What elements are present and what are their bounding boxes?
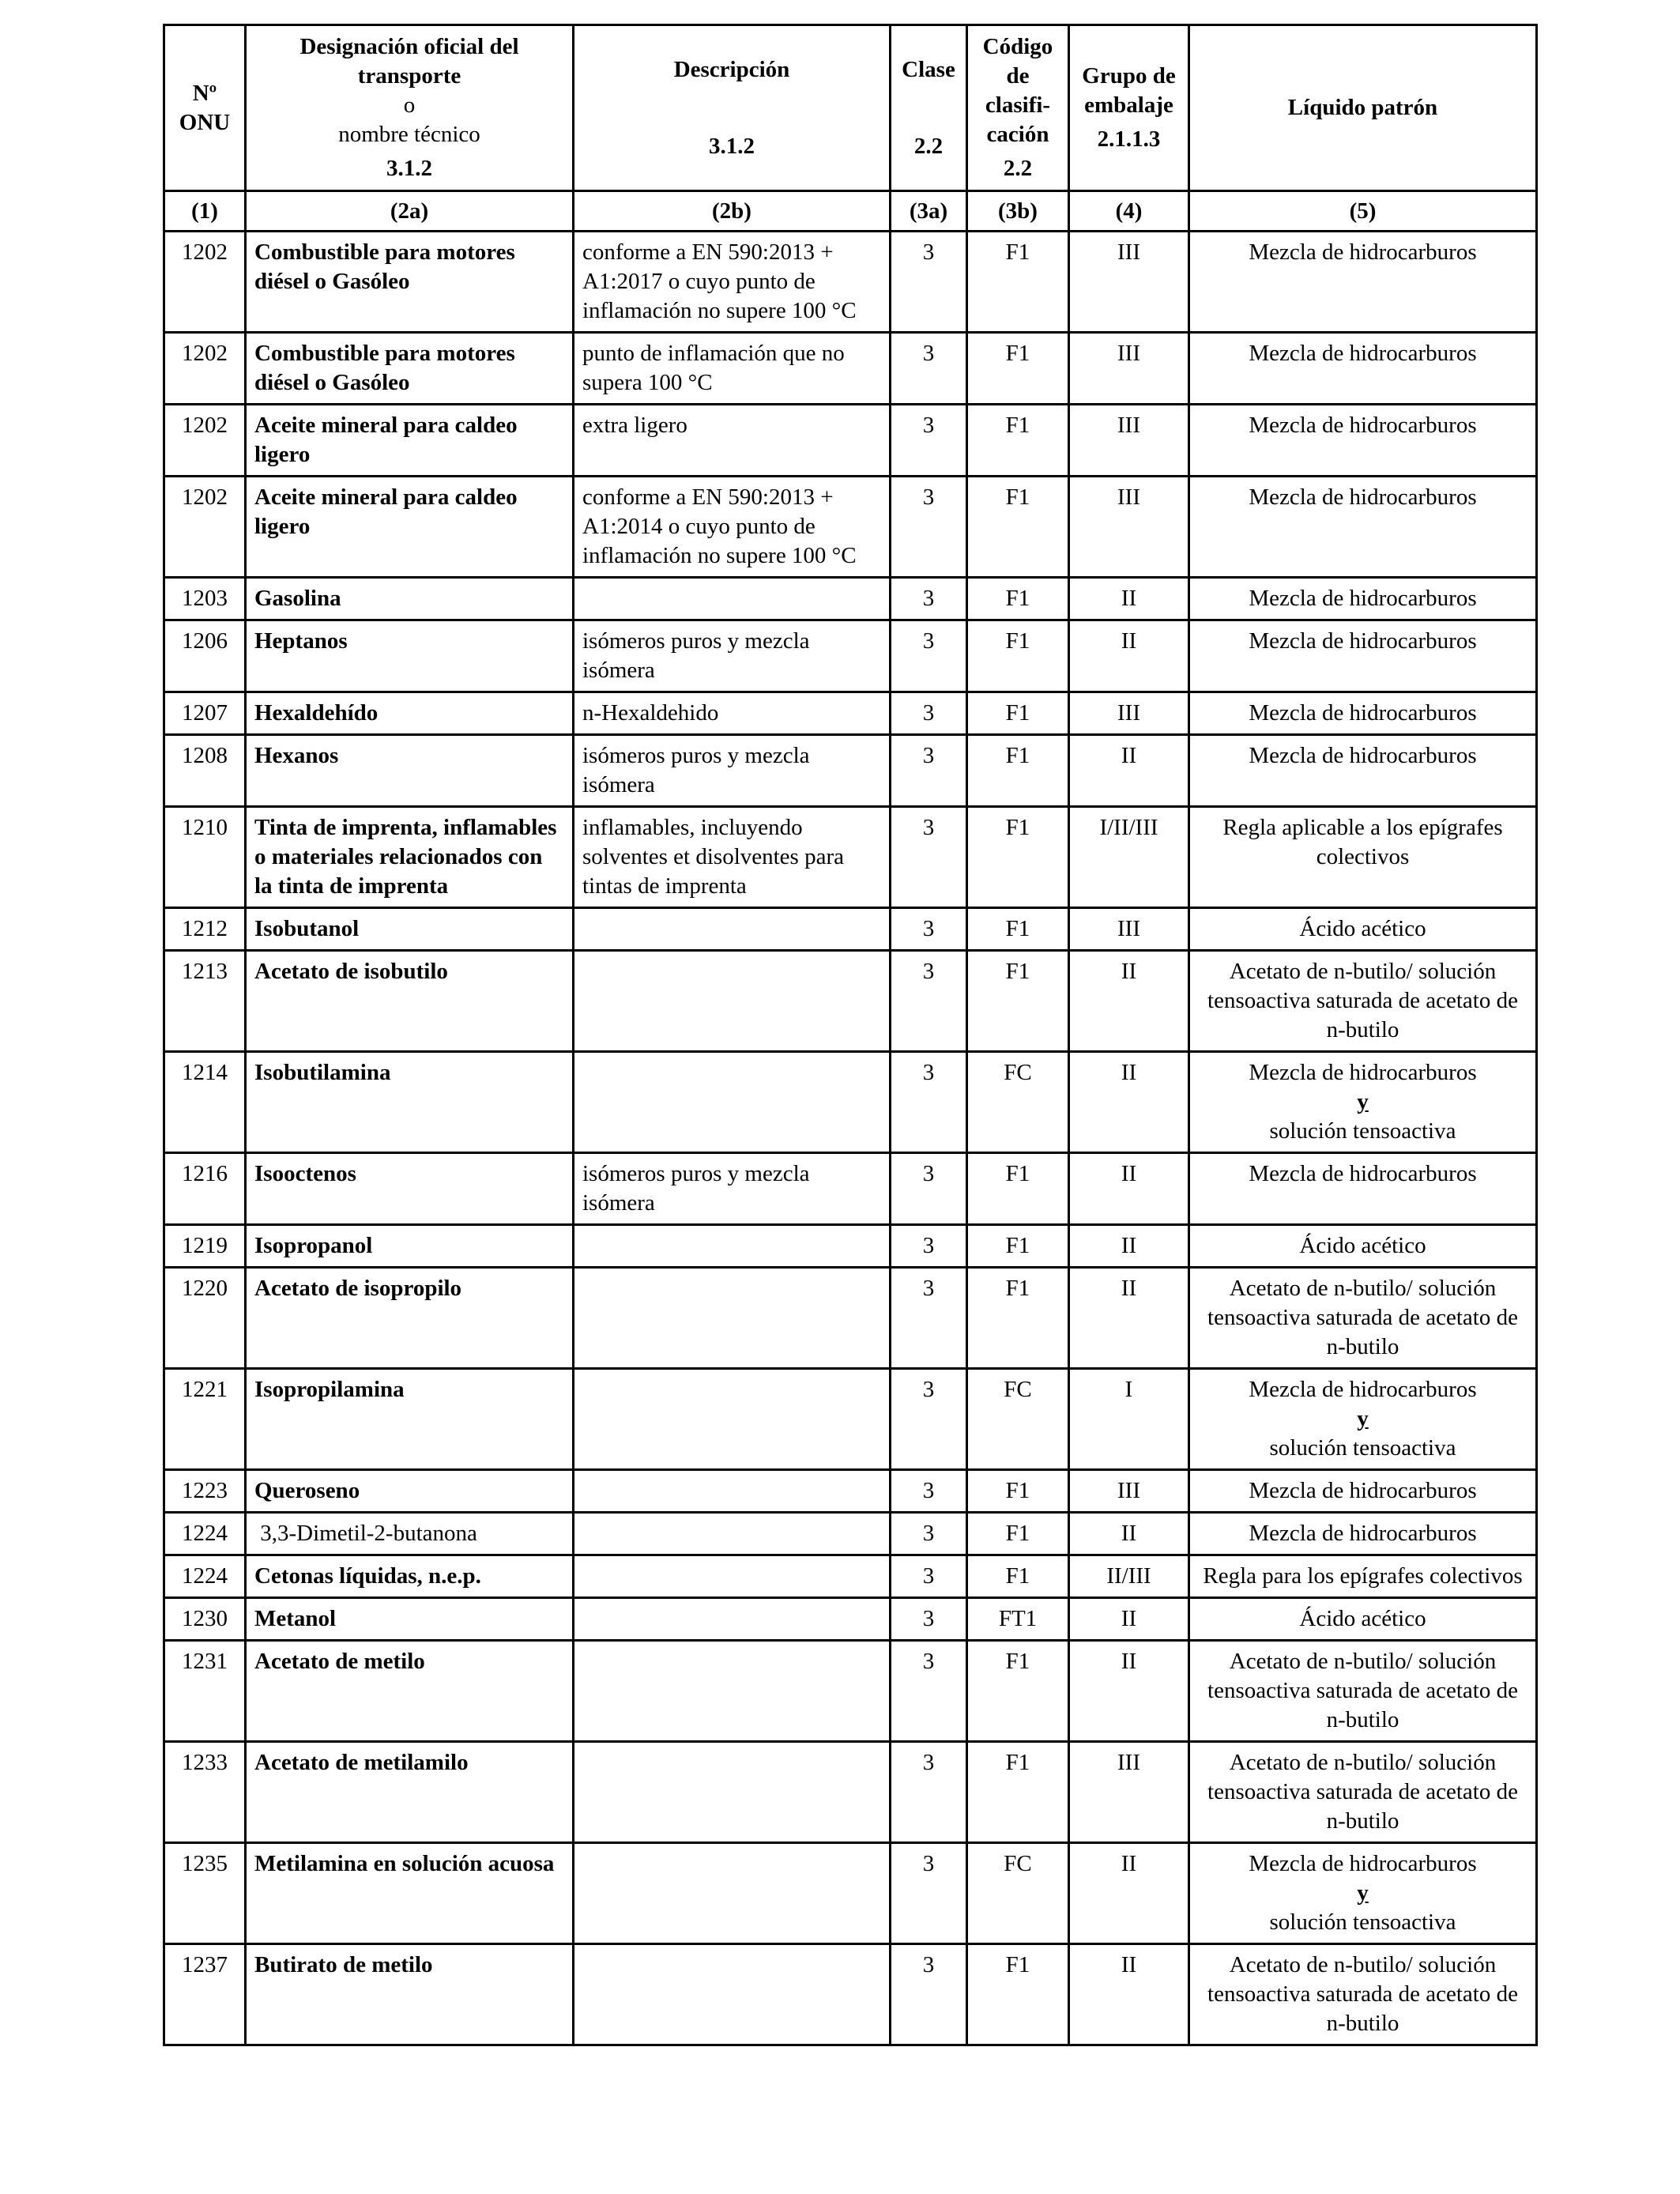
packing-group-cell: II (1069, 1641, 1189, 1742)
onu-cell: 1231 (164, 1641, 246, 1742)
standard-liquid-cell (1189, 1268, 1537, 1369)
colnum-2b: (2b) (574, 191, 891, 232)
header-row (164, 25, 1537, 191)
packing-group-cell: II (1069, 1843, 1189, 1944)
table-row (164, 1225, 1537, 1268)
class-cell: 3 (891, 1470, 967, 1513)
standard-liquid-cell (1189, 908, 1537, 951)
standard-liquid-text-2: solución tensoactiva (1269, 1118, 1456, 1144)
classification-code-cell: FC (967, 1052, 1069, 1153)
table-row (164, 807, 1537, 908)
table-row (164, 1944, 1537, 2045)
standard-liquid-cell (1189, 1470, 1537, 1513)
table-row (164, 232, 1537, 333)
classification-code-cell: F1 (967, 692, 1069, 735)
packing-group-cell: II (1069, 951, 1189, 1052)
packing-group-cell: III (1069, 405, 1189, 477)
standard-liquid-text: Mezcla de hidrocarburos (1249, 1377, 1477, 1402)
class-cell: 3 (891, 1944, 967, 2045)
name-cell: Acetato de isopropilo (246, 1268, 574, 1369)
standard-liquid-text: Acetato de n-butilo/ solución tensoactiva saturada de acetato de n-butilo (1207, 1276, 1518, 1359)
class-cell: 3 (891, 951, 967, 1052)
table-row (164, 735, 1537, 807)
packing-group-cell: II (1069, 1944, 1189, 2045)
packing-group-cell: II (1069, 620, 1189, 692)
packing-group-cell: II (1069, 735, 1189, 807)
onu-cell: 1210 (164, 807, 246, 908)
description-cell: isómeros puros y mezcla isómera (574, 1153, 891, 1225)
standard-liquid-cell (1189, 1052, 1537, 1153)
standard-liquid-conjunction: y (1357, 1880, 1369, 1906)
table-row (164, 1369, 1537, 1470)
onu-cell: 1221 (164, 1369, 246, 1470)
name-cell: Acetato de metilamilo (246, 1742, 574, 1843)
packing-group-cell: II (1069, 1513, 1189, 1555)
packing-group-cell: III (1069, 692, 1189, 735)
standard-liquid-text: Regla para los epígrafes colectivos (1203, 1563, 1523, 1589)
table-row (164, 1153, 1537, 1225)
class-cell: 3 (891, 232, 967, 333)
packing-group-cell: I/II/III (1069, 807, 1189, 908)
class-cell: 3 (891, 807, 967, 908)
packing-group-cell: III (1069, 908, 1189, 951)
standard-liquid-cell (1189, 578, 1537, 620)
name-cell: Acetato de isobutilo (246, 951, 574, 1052)
onu-cell: 1223 (164, 1470, 246, 1513)
description-cell (574, 1843, 891, 1944)
description-cell (574, 1555, 891, 1598)
classification-code-cell: F1 (967, 333, 1069, 405)
class-cell: 3 (891, 620, 967, 692)
table-row (164, 1598, 1537, 1641)
onu-cell: 1206 (164, 620, 246, 692)
description-cell (574, 1052, 891, 1153)
description-cell (574, 1513, 891, 1555)
packing-group-cell: II (1069, 1225, 1189, 1268)
classification-code-cell: F1 (967, 908, 1069, 951)
table-row (164, 1470, 1537, 1513)
description-cell (574, 1369, 891, 1470)
packing-group-cell: III (1069, 333, 1189, 405)
packing-group-cell: III (1069, 1742, 1189, 1843)
name-cell: Isopropilamina (246, 1369, 574, 1470)
table-row (164, 1641, 1537, 1742)
packing-group-cell: III (1069, 1470, 1189, 1513)
description-cell: inflamables, incluyendo solventes et disolventes para tintas de imprenta (574, 807, 891, 908)
standard-liquid-text: Mezcla de hidrocarburos (1249, 1060, 1477, 1085)
header-description: Descripción 3.1.2 (574, 25, 891, 191)
packing-group-cell: II (1069, 578, 1189, 620)
standard-liquid-text: Mezcla de hidrocarburos (1249, 1851, 1477, 1876)
onu-cell: 1220 (164, 1268, 246, 1369)
dangerous-goods-table (163, 24, 1538, 2046)
header-onu: Nº ONU (164, 25, 246, 191)
standard-liquid-text: Mezcla de hidrocarburos (1249, 743, 1477, 768)
packing-group-cell: III (1069, 477, 1189, 578)
standard-liquid-cell (1189, 405, 1537, 477)
name-cell: Heptanos (246, 620, 574, 692)
column-number-row (164, 191, 1537, 232)
class-cell: 3 (891, 1369, 967, 1470)
classification-code-cell: F1 (967, 1470, 1069, 1513)
onu-cell: 1230 (164, 1598, 246, 1641)
table-row (164, 1843, 1537, 1944)
standard-liquid-text: Mezcla de hidrocarburos (1249, 586, 1477, 611)
standard-liquid-text: Mezcla de hidrocarburos (1249, 341, 1477, 366)
standard-liquid-text: Mezcla de hidrocarburos (1249, 239, 1477, 265)
table-row (164, 477, 1537, 578)
classification-code-cell: F1 (967, 1513, 1069, 1555)
packing-group-cell: II/III (1069, 1555, 1189, 1598)
description-cell (574, 1598, 891, 1641)
name-cell: Butirato de metilo (246, 1944, 574, 2045)
onu-cell: 1203 (164, 578, 246, 620)
classification-code-cell: F1 (967, 1555, 1069, 1598)
classification-code-cell: F1 (967, 951, 1069, 1052)
classification-code-cell: F1 (967, 1641, 1069, 1742)
table-row (164, 1555, 1537, 1598)
packing-group-cell: II (1069, 1598, 1189, 1641)
table-row (164, 1513, 1537, 1555)
name-cell: Isobutanol (246, 908, 574, 951)
name-cell: Isopropanol (246, 1225, 574, 1268)
standard-liquid-cell (1189, 1513, 1537, 1555)
colnum-3b: (3b) (967, 191, 1069, 232)
class-cell: 3 (891, 405, 967, 477)
name-cell: Tinta de imprenta, inflamables o materiales relacionados con la tinta de imprenta (246, 807, 574, 908)
classification-code-cell: F1 (967, 578, 1069, 620)
description-cell (574, 1268, 891, 1369)
colnum-5: (5) (1189, 191, 1537, 232)
onu-cell: 1213 (164, 951, 246, 1052)
description-cell: n-Hexaldehido (574, 692, 891, 735)
table-row (164, 620, 1537, 692)
classification-code-cell: F1 (967, 232, 1069, 333)
name-cell: Queroseno (246, 1470, 574, 1513)
table-row (164, 908, 1537, 951)
standard-liquid-text: Acetato de n-butilo/ solución tensoactiva saturada de acetato de n-butilo (1207, 1952, 1518, 2036)
class-cell: 3 (891, 735, 967, 807)
standard-liquid-cell (1189, 1555, 1537, 1598)
standard-liquid-cell (1189, 735, 1537, 807)
name-cell: Aceite mineral para caldeo ligero (246, 477, 574, 578)
standard-liquid-cell (1189, 692, 1537, 735)
standard-liquid-cell (1189, 1153, 1537, 1225)
colnum-1: (1) (164, 191, 246, 232)
table-row (164, 405, 1537, 477)
class-cell: 3 (891, 692, 967, 735)
name-cell: Aceite mineral para caldeo ligero (246, 405, 574, 477)
standard-liquid-text: Ácido acético (1299, 1606, 1426, 1631)
packing-group-cell: II (1069, 1268, 1189, 1369)
class-cell: 3 (891, 1555, 967, 1598)
colnum-4: (4) (1069, 191, 1189, 232)
name-cell: Gasolina (246, 578, 574, 620)
standard-liquid-text: Mezcla de hidrocarburos (1249, 1521, 1477, 1546)
standard-liquid-text: Acetato de n-butilo/ solución tensoactiva saturada de acetato de n-butilo (1207, 1750, 1518, 1834)
standard-liquid-cell (1189, 333, 1537, 405)
classification-code-cell: F1 (967, 620, 1069, 692)
packing-group-cell: I (1069, 1369, 1189, 1470)
onu-cell: 1212 (164, 908, 246, 951)
description-cell: extra ligero (574, 405, 891, 477)
class-cell: 3 (891, 1225, 967, 1268)
standard-liquid-text: Mezcla de hidrocarburos (1249, 1478, 1477, 1503)
classification-code-cell: F1 (967, 1742, 1069, 1843)
class-cell: 3 (891, 477, 967, 578)
standard-liquid-conjunction: y (1357, 1089, 1369, 1114)
classification-code-cell: F1 (967, 735, 1069, 807)
standard-liquid-text: Mezcla de hidrocarburos (1249, 1161, 1477, 1186)
name-cell: 3,3-Dimetil-2-butanona (246, 1513, 574, 1555)
table-row (164, 692, 1537, 735)
onu-cell: 1219 (164, 1225, 246, 1268)
description-cell (574, 1944, 891, 2045)
name-cell: Isobutilamina (246, 1052, 574, 1153)
onu-cell: 1235 (164, 1843, 246, 1944)
standard-liquid-cell (1189, 1742, 1537, 1843)
description-cell (574, 1742, 891, 1843)
standard-liquid-text: Acetato de n-butilo/ solución tensoactiva saturada de acetato de n-butilo (1207, 959, 1518, 1042)
onu-cell: 1224 (164, 1555, 246, 1598)
description-cell (574, 951, 891, 1052)
classification-code-cell: FT1 (967, 1598, 1069, 1641)
classification-code-cell: F1 (967, 1268, 1069, 1369)
standard-liquid-text: Mezcla de hidrocarburos (1249, 700, 1477, 726)
classification-code-cell: F1 (967, 405, 1069, 477)
packing-group-cell: II (1069, 1052, 1189, 1153)
standard-liquid-cell (1189, 1369, 1537, 1470)
description-cell (574, 908, 891, 951)
standard-liquid-cell (1189, 1944, 1537, 2045)
table-row (164, 1268, 1537, 1369)
classification-code-cell: F1 (967, 1944, 1069, 2045)
header-standard-liquid: Líquido patrón (1189, 25, 1537, 191)
name-cell: Hexanos (246, 735, 574, 807)
description-cell (574, 578, 891, 620)
table-body (164, 232, 1537, 2045)
class-cell: 3 (891, 1742, 967, 1843)
name-cell: Hexaldehído (246, 692, 574, 735)
standard-liquid-text: Mezcla de hidrocarburos (1249, 413, 1477, 438)
standard-liquid-cell (1189, 477, 1537, 578)
standard-liquid-cell (1189, 620, 1537, 692)
name-cell: Acetato de metilo (246, 1641, 574, 1742)
packing-group-cell: II (1069, 1153, 1189, 1225)
class-cell: 3 (891, 333, 967, 405)
table-row (164, 333, 1537, 405)
class-cell: 3 (891, 1052, 967, 1153)
classification-code-cell: FC (967, 1843, 1069, 1944)
onu-cell: 1202 (164, 333, 246, 405)
onu-cell: 1224 (164, 1513, 246, 1555)
header-class: Clase 2.2 (891, 25, 967, 191)
class-cell: 3 (891, 1513, 967, 1555)
table-row (164, 578, 1537, 620)
standard-liquid-text-2: solución tensoactiva (1269, 1435, 1456, 1461)
standard-liquid-conjunction: y (1357, 1406, 1369, 1431)
table-row (164, 1742, 1537, 1843)
name-cell: Combustible para motores diésel o Gasóleo (246, 232, 574, 333)
header-designation: Designación oficial del transporte o nombre técnico 3.1.2 (246, 25, 574, 191)
standard-liquid-text: Acetato de n-butilo/ solución tensoactiva saturada de acetato de n-butilo (1207, 1649, 1518, 1732)
standard-liquid-cell (1189, 1843, 1537, 1944)
standard-liquid-cell (1189, 1598, 1537, 1641)
onu-cell: 1233 (164, 1742, 246, 1843)
standard-liquid-cell (1189, 951, 1537, 1052)
description-cell (574, 1641, 891, 1742)
onu-cell: 1202 (164, 232, 246, 333)
header-classification-code: Código de clasifi-cación 2.2 (967, 25, 1069, 191)
classification-code-cell: F1 (967, 1225, 1069, 1268)
description-cell (574, 1470, 891, 1513)
onu-cell: 1207 (164, 692, 246, 735)
name-cell: Metilamina en solución acuosa (246, 1843, 574, 1944)
description-cell: conforme a EN 590:2013 + A1:2017 o cuyo punto de inflamación no supere 100 °C (574, 232, 891, 333)
class-cell: 3 (891, 1843, 967, 1944)
classification-code-cell: F1 (967, 1153, 1069, 1225)
table-row (164, 1052, 1537, 1153)
description-cell (574, 1225, 891, 1268)
description-cell: isómeros puros y mezcla isómera (574, 735, 891, 807)
name-cell: Metanol (246, 1598, 574, 1641)
name-cell: Combustible para motores diésel o Gasóleo (246, 333, 574, 405)
description-cell: isómeros puros y mezcla isómera (574, 620, 891, 692)
standard-liquid-text: Mezcla de hidrocarburos (1249, 484, 1477, 510)
onu-cell: 1216 (164, 1153, 246, 1225)
table-row (164, 951, 1537, 1052)
onu-cell: 1208 (164, 735, 246, 807)
onu-cell: 1214 (164, 1052, 246, 1153)
standard-liquid-text: Mezcla de hidrocarburos (1249, 628, 1477, 654)
description-cell: punto de inflamación que no supera 100 °C (574, 333, 891, 405)
colnum-3a: (3a) (891, 191, 967, 232)
standard-liquid-text: Regla aplicable a los epígrafes colectivos (1222, 815, 1503, 869)
standard-liquid-cell (1189, 807, 1537, 908)
colnum-2a: (2a) (246, 191, 574, 232)
packing-group-cell: III (1069, 232, 1189, 333)
class-cell: 3 (891, 578, 967, 620)
classification-code-cell: F1 (967, 477, 1069, 578)
class-cell: 3 (891, 1268, 967, 1369)
description-cell: conforme a EN 590:2013 + A1:2014 o cuyo punto de inflamación no supere 100 °C (574, 477, 891, 578)
onu-cell: 1237 (164, 1944, 246, 2045)
name-cell: Cetonas líquidas, n.e.p. (246, 1555, 574, 1598)
class-cell: 3 (891, 1153, 967, 1225)
header-packing-group: Grupo de embalaje 2.1.1.3 (1069, 25, 1189, 191)
standard-liquid-cell (1189, 1225, 1537, 1268)
standard-liquid-text: Ácido acético (1299, 1233, 1426, 1258)
classification-code-cell: F1 (967, 807, 1069, 908)
onu-cell: 1202 (164, 477, 246, 578)
standard-liquid-text: Ácido acético (1299, 916, 1426, 941)
standard-liquid-cell (1189, 232, 1537, 333)
name-cell: Isooctenos (246, 1153, 574, 1225)
class-cell: 3 (891, 1598, 967, 1641)
standard-liquid-cell (1189, 1641, 1537, 1742)
class-cell: 3 (891, 1641, 967, 1742)
class-cell: 3 (891, 908, 967, 951)
standard-liquid-text-2: solución tensoactiva (1269, 1909, 1456, 1935)
classification-code-cell: FC (967, 1369, 1069, 1470)
onu-cell: 1202 (164, 405, 246, 477)
